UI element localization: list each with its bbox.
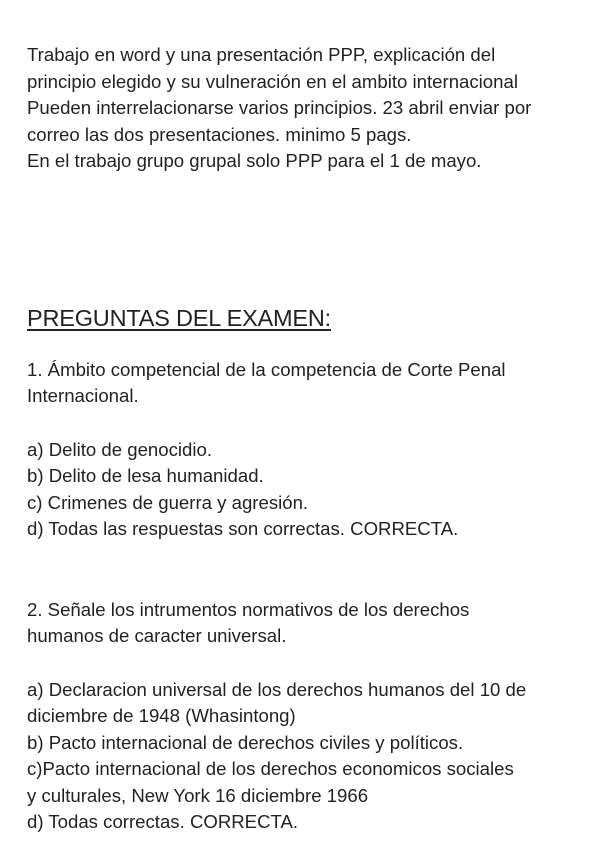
intro-paragraph: [27, 42, 587, 175]
question-text: 2. Señale los intrumentos normativos de los derechos: [27, 598, 470, 620]
intro-line: Pueden interrelacionarse varios principios. 23 abril enviar por: [27, 97, 532, 118]
answer-option: d) Todas las respuestas son correctas. CORRECTA.: [27, 518, 459, 539]
answer-option: c)Pacto internacional de los derechos economicos sociales: [27, 758, 514, 779]
question-2: [27, 597, 587, 836]
question-1: [27, 357, 587, 543]
answer-option: b) Pacto internacional de derechos civiles y políticos.: [27, 731, 464, 753]
intro-line: Trabajo en word y una presentación PPP, explicación del: [27, 44, 496, 65]
answer-option: a) Delito de genocidio.: [27, 438, 213, 460]
intro-line: principio elegido y su vulneración en el ambito internacional: [27, 70, 518, 92]
answer-option: a) Declaracion universal de los derechos humanos del 10 de: [27, 678, 527, 700]
question-text: humanos de caracter universal.: [27, 625, 287, 646]
exam-heading: PREGUNTAS DEL EXAMEN:: [27, 304, 331, 331]
question-text: 1. Ámbito competencial de la competencia de Corte Penal: [27, 358, 506, 380]
document-page: [27, 42, 587, 836]
answer-option: d) Todas correctas. CORRECTA.: [27, 811, 299, 832]
answer-option: y culturales, New York 16 diciembre 1966: [27, 784, 369, 806]
question-text: Internacional.: [27, 385, 139, 406]
answer-option: diciembre de 1948 (Whasintong): [27, 705, 296, 726]
answer-option: b) Delito de lesa humanidad.: [27, 465, 264, 486]
intro-line: correo las dos presentaciones. minimo 5 pags.: [27, 123, 412, 145]
intro-line: En el trabajo grupo grupal solo PPP para el 1 de mayo.: [27, 150, 482, 171]
answer-option: c) Crimenes de guerra y agresión.: [27, 491, 309, 513]
section-spacer: [27, 175, 587, 303]
